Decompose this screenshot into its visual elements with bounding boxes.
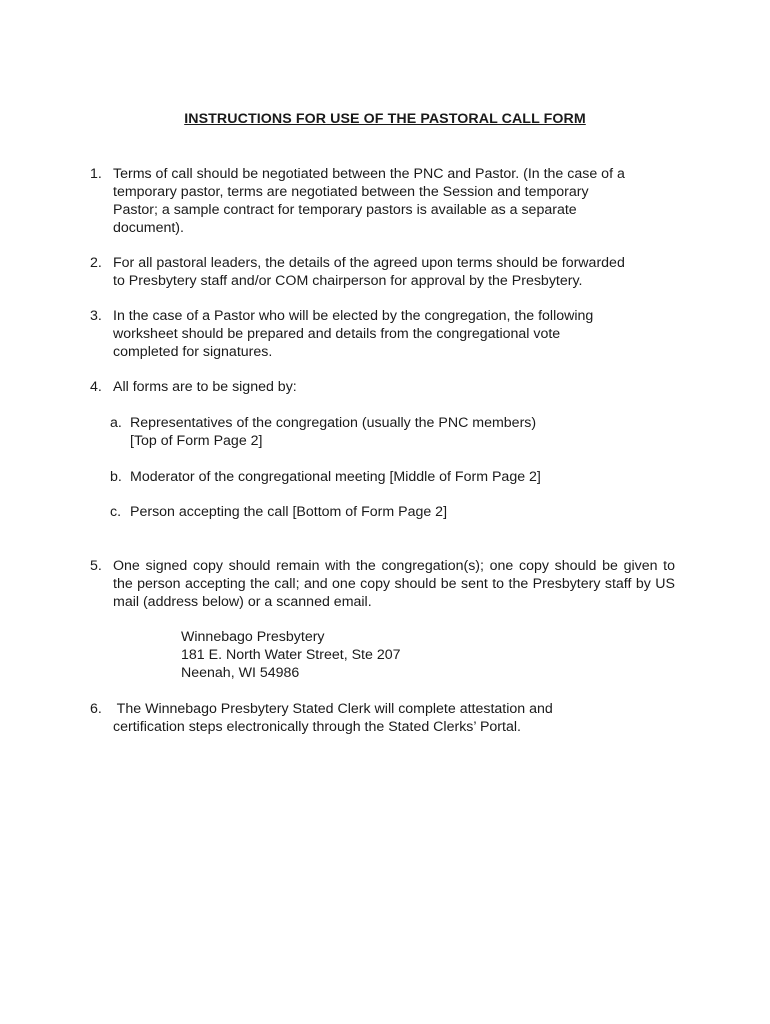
document-title: INSTRUCTIONS FOR USE OF THE PASTORAL CALL FORM <box>184 111 586 127</box>
instruction-item-3 <box>90 307 675 361</box>
item-line: temporary pastor, terms are negotiated between the Session and temporary <box>113 184 589 200</box>
instruction-item-6 <box>90 700 675 736</box>
instruction-item-1 <box>90 165 675 237</box>
sub-letter: a. <box>110 415 122 431</box>
sub-line: [Top of Form Page 2] <box>130 433 263 449</box>
item-text <box>113 254 675 290</box>
item-number: 6. <box>90 701 102 717</box>
item-text <box>113 700 675 736</box>
sub-letter: c. <box>110 504 122 520</box>
item-line: Pastor; a sample contract for temporary pastors is available as a separate <box>113 202 577 218</box>
item-text <box>113 307 675 361</box>
item-number: 3. <box>90 308 102 324</box>
sub-letter: b. <box>110 469 122 485</box>
address-name: Winnebago Presbytery <box>181 629 325 645</box>
signer-item-b <box>110 468 610 486</box>
sub-line: Person accepting the call [Bottom of Form Page 2] <box>130 504 448 520</box>
instruction-item-4 <box>90 378 675 396</box>
instruction-item-2 <box>90 254 675 290</box>
item-line: All forms are to be signed by: <box>113 379 297 395</box>
item-line: certification steps electronically through the Stated Clerks’ Portal. <box>113 719 521 735</box>
address-street: 181 E. North Water Street, Ste 207 <box>181 647 401 663</box>
item-line: to Presbytery staff and/or COM chairperson for approval by the Presbytery. <box>113 273 583 289</box>
item-line: The Winnebago Presbytery Stated Clerk will complete attestation and <box>113 701 553 717</box>
item-line: For all pastoral leaders, the details of the agreed upon terms should be forwarded <box>113 255 625 271</box>
item-line: completed for signatures. <box>113 344 273 360</box>
sub-text <box>130 468 610 486</box>
item-line: worksheet should be prepared and details from the congregational vote <box>113 326 561 342</box>
sub-text <box>130 503 610 521</box>
item-line: Terms of call should be negotiated between the PNC and Pastor. (In the case of a <box>113 166 625 182</box>
sub-line: Representatives of the congregation (usually the PNC members) <box>130 415 537 431</box>
signer-item-c <box>110 503 610 521</box>
item-line: In the case of a Pastor who will be elected by the congregation, the following <box>113 308 594 324</box>
signer-item-a <box>110 414 610 450</box>
item-number: 1. <box>90 166 102 182</box>
sub-text <box>130 414 610 450</box>
sub-line: Moderator of the congregational meeting [Middle of Form Page 2] <box>130 469 541 485</box>
item-number: 4. <box>90 379 102 395</box>
item-text <box>113 378 675 396</box>
presbytery-address <box>181 628 581 682</box>
item-text <box>113 165 675 237</box>
instruction-item-5 <box>90 557 675 611</box>
item-number: 5. <box>90 558 102 574</box>
item-line: document). <box>113 220 184 236</box>
address-city: Neenah, WI 54986 <box>181 665 300 681</box>
item-number: 2. <box>90 255 102 271</box>
item-text: One signed copy should remain with the congregation(s); one copy should be given to the person accepting the call; and one copy should be sent to the Presbytery staff by US mail (address below) or a scanned email. <box>113 558 675 610</box>
